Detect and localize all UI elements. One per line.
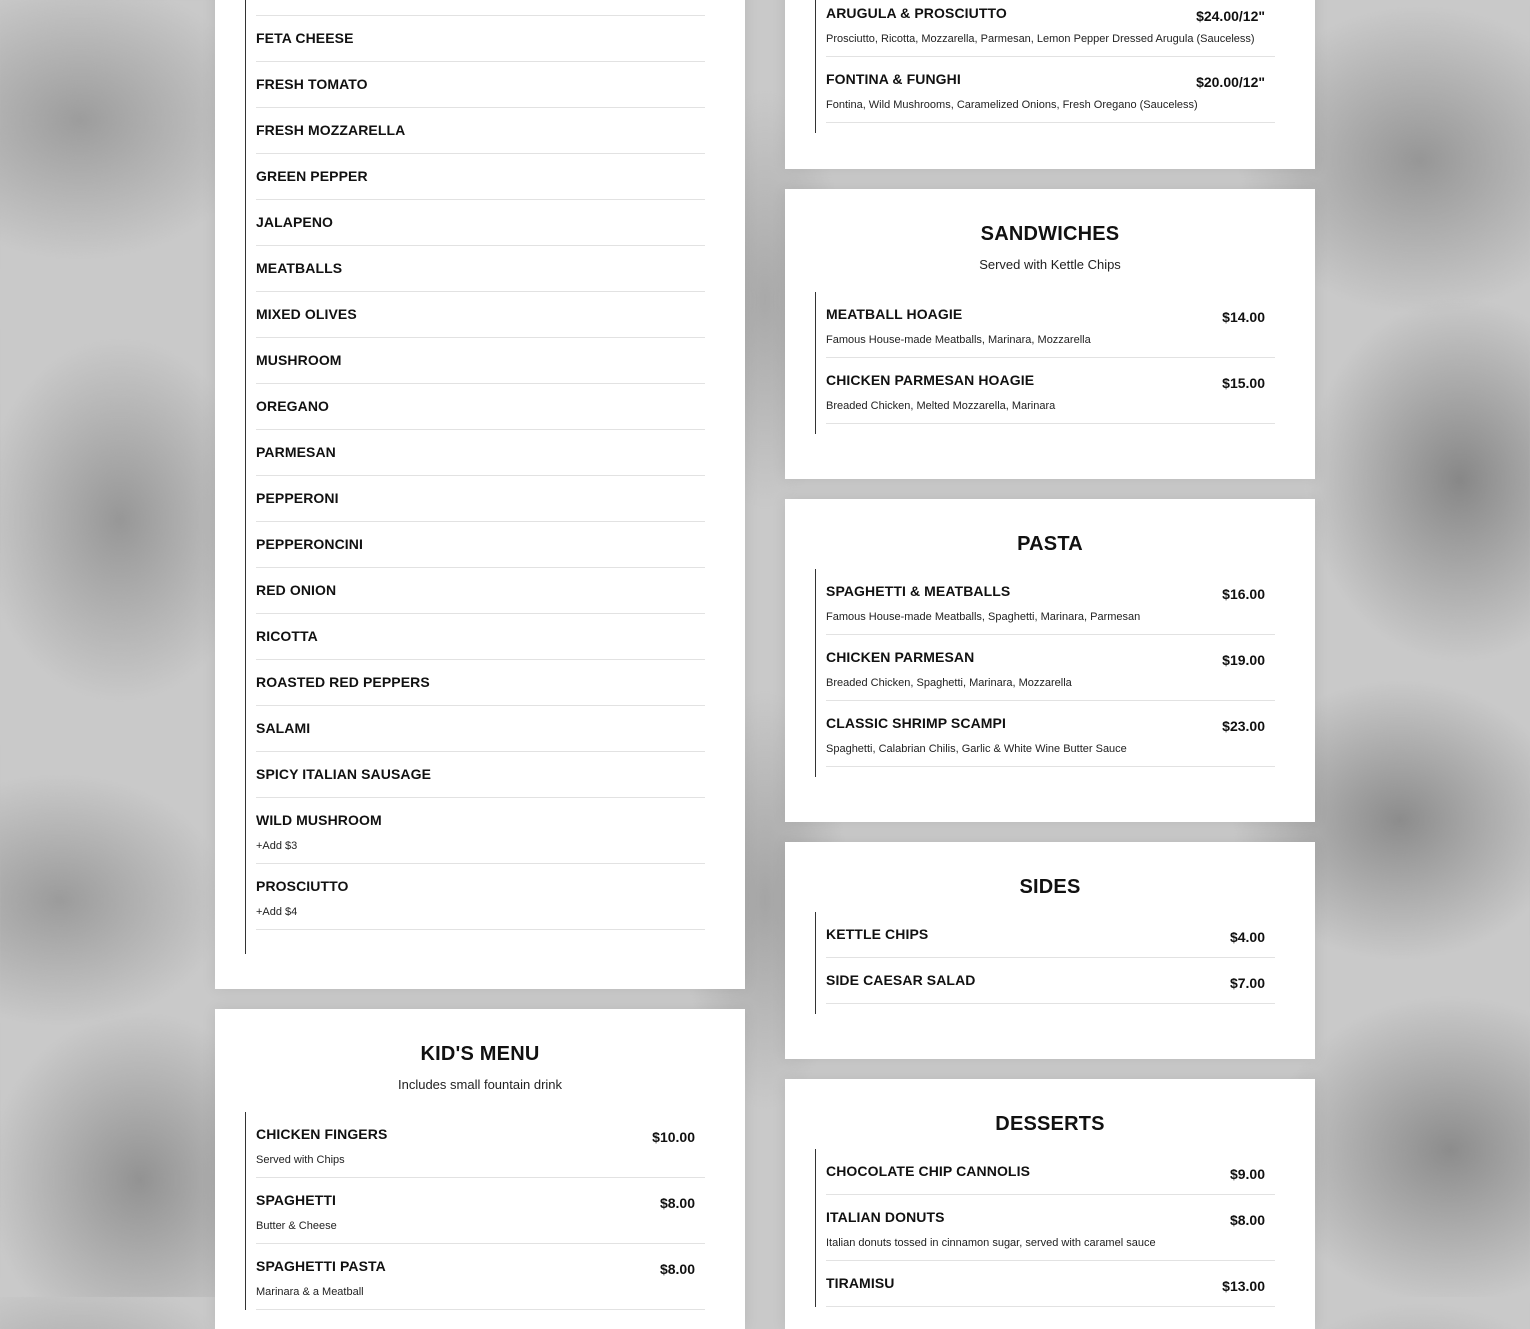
item-name: ITALIAN DONUTS [826,1209,945,1225]
item-name: SALAMI [256,720,311,736]
item-name: SIDE CAESAR SALAD [826,972,976,988]
item-name: ROASTED RED PEPPERS [256,674,430,690]
item-price: $19.00 [1222,652,1265,668]
desserts-card [785,1079,1315,1329]
section-subtitle: Served with Kettle Chips [979,257,1121,272]
toppings-card [215,0,745,989]
item-description: Famous House-made Meatballs, Spaghetti, Marinara, Parmesan [826,611,1141,623]
item-price: $4.00 [1229,929,1265,945]
list-item [256,568,705,614]
list-item [256,706,705,752]
item-price: $24.00/12" [1196,8,1265,24]
item-name: MUSHROOM [256,352,342,368]
item-name: FONTINA & FUNGHI [826,71,961,87]
item-price: $13.00 [1222,1278,1265,1294]
item-name: RED ONION [256,582,337,598]
item-name: SPAGHETTI & MEATBALLS [826,583,1011,599]
item-description: +Add $3 [256,840,298,852]
item-description: Served with Chips [256,1154,345,1166]
item-name: MEATBALLS [256,260,343,276]
section-title: DESSERTS [995,1113,1105,1135]
list-item [826,1261,1275,1307]
sides-card [785,842,1315,1059]
item-name: KETTLE CHIPS [826,926,929,942]
item-name: CHICKEN FINGERS [256,1126,388,1142]
specialty-pizzas-card [785,0,1315,169]
list-item [256,338,705,384]
section-subtitle: Includes small fountain drink [397,1077,563,1092]
section-title: SIDES [1019,876,1081,898]
item-description: Butter & Cheese [256,1220,337,1232]
specialty-pizzas-list [815,0,1275,133]
item-name: ARUGULA & PROSCIUTTO [826,5,1007,21]
item-price: $8.00 [659,1195,695,1211]
item-name: SPICY ITALIAN SAUSAGE [256,766,432,782]
item-description: Italian donuts tossed in cinnamon sugar, served with caramel sauce [826,1237,1156,1249]
list-item [256,1112,705,1178]
list-item [256,752,705,798]
item-name: SPAGHETTI PASTA [256,1258,386,1274]
item-description: Prosciutto, Ricotta, Mozzarella, Parmesan, Lemon Pepper Dressed Arugula (Sauceless) [826,33,1255,45]
sandwiches-list [815,292,1275,434]
item-description: Breaded Chicken, Spaghetti, Marinara, Mozzarella [826,677,1072,689]
item-price: $14.00 [1222,309,1265,325]
list-item [256,660,705,706]
list-item [256,16,705,62]
section-title: KID'S MENU [420,1043,540,1065]
item-price: $9.00 [1229,1166,1265,1182]
item-name: FRESH MOZZARELLA [256,122,406,138]
list-item [256,200,705,246]
item-name: MEATBALL HOAGIE [826,306,963,322]
list-item [826,958,1275,1004]
list-item [256,1178,705,1244]
item-price: $10.00 [652,1129,695,1145]
item-price: $23.00 [1222,718,1265,734]
item-description: +Add $4 [256,906,298,918]
item-name: FETA CHEESE [256,30,354,46]
item-name: WILD MUSHROOM [256,812,382,828]
list-item [256,292,705,338]
item-name: RICOTTA [256,628,318,644]
item-price: $7.00 [1229,975,1265,991]
item-name: TIRAMISU [826,1275,895,1291]
list-item [826,635,1275,701]
item-name: MIXED OLIVES [256,306,357,322]
item-name: OREGANO [256,398,330,414]
item-description: Fontina, Wild Mushrooms, Caramelized Onions, Fresh Oregano (Sauceless) [826,99,1198,111]
list-item [256,476,705,522]
pasta-list [815,569,1275,777]
item-price: $16.00 [1222,586,1265,602]
item-name: FRESH TOMATO [256,76,368,92]
list-item [826,912,1275,958]
item-price: $15.00 [1222,375,1265,391]
item-name: CHICKEN PARMESAN HOAGIE [826,372,1035,388]
item-name: PEPPERONCINI [256,536,363,552]
pasta-card [785,499,1315,822]
list-item [826,569,1275,635]
list-item [256,522,705,568]
item-name: CHOCOLATE CHIP CANNOLIS [826,1163,1031,1179]
kids-menu-card [215,1009,745,1329]
item-name: SPAGHETTI [256,1192,336,1208]
list-item [256,246,705,292]
list-item [256,430,705,476]
list-item [256,1244,705,1310]
list-item [826,292,1275,358]
item-name: PROSCIUTTO [256,878,349,894]
item-description: Breaded Chicken, Melted Mozzarella, Marinara [826,400,1056,412]
sandwiches-card [785,189,1315,479]
list-item [256,864,705,930]
desserts-list [815,1149,1275,1307]
list-item [256,614,705,660]
list-item [256,154,705,200]
item-name: CLASSIC SHRIMP SCAMPI [826,715,1006,731]
item-name: CHICKEN PARMESAN [826,649,975,665]
section-title: SANDWICHES [980,223,1120,245]
item-description: Famous House-made Meatballs, Marinara, Mozzarella [826,334,1091,346]
item-name: PARMESAN [256,444,336,460]
item-price: $20.00/12" [1196,74,1265,90]
list-item [826,0,1275,57]
list-item [826,1149,1275,1195]
list-item [256,384,705,430]
item-description: Marinara & a Meatball [256,1286,364,1298]
item-description: Spaghetti, Calabrian Chilis, Garlic & White Wine Butter Sauce [826,743,1127,755]
item-name: PEPPERONI [256,490,339,506]
list-item [826,1195,1275,1261]
list-item [256,62,705,108]
list-item [826,358,1275,424]
list-item [256,798,705,864]
item-name: JALAPENO [256,214,334,230]
list-item [256,108,705,154]
list-item [256,0,705,16]
item-price: $8.00 [1229,1212,1265,1228]
section-title: PASTA [1017,533,1083,555]
list-item [826,701,1275,767]
toppings-list [245,0,705,954]
kids-menu-list [245,1112,705,1310]
list-item [826,57,1275,123]
item-name: GREEN PEPPER [256,168,368,184]
item-price: $8.00 [659,1261,695,1277]
sides-list [815,912,1275,1014]
